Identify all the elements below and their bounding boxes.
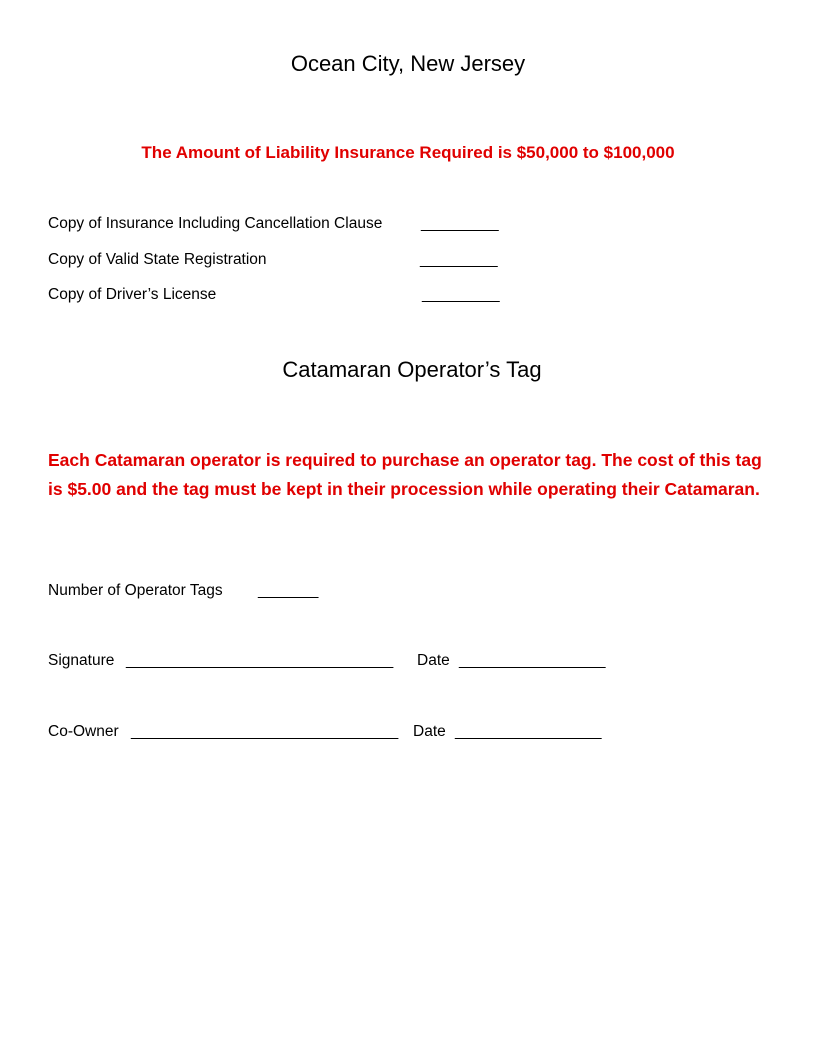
checklist-item-license-label: Copy of Driver’s License [48, 286, 217, 303]
checklist-item-registration-blank[interactable]: _________ [420, 251, 498, 268]
signature-blank[interactable]: _______________________________ [126, 652, 394, 669]
section-title: Catamaran Operator’s Tag [282, 357, 542, 382]
operator-tag-paragraph: Each Catamaran operator is required to purchase an operator tag. The cost of this tag is $5.00 and the tag must be kept in their procession while operating their Catamaran. [48, 450, 762, 499]
signature-label: Signature [48, 652, 115, 669]
insurance-notice: The Amount of Liability Insurance Required is $50,000 to $100,000 [141, 143, 675, 162]
tags-blank[interactable]: _______ [258, 582, 319, 599]
coowner-label: Co-Owner [48, 723, 119, 740]
checklist-item-insurance-label: Copy of Insurance Including Cancellation Clause [48, 215, 383, 232]
date-label: Date [417, 652, 450, 669]
coowner-blank[interactable]: _______________________________ [131, 723, 399, 740]
checklist-item-insurance-blank[interactable]: _________ [421, 215, 499, 232]
tags-label: Number of Operator Tags [48, 582, 223, 599]
date-blank[interactable]: _________________ [459, 652, 606, 669]
checklist-item-registration-label: Copy of Valid State Registration [48, 251, 267, 268]
checklist-item-license-blank[interactable]: _________ [422, 286, 500, 303]
page-title: Ocean City, New Jersey [290, 51, 526, 76]
date2-blank[interactable]: _________________ [455, 723, 602, 740]
date2-label: Date [413, 723, 446, 740]
